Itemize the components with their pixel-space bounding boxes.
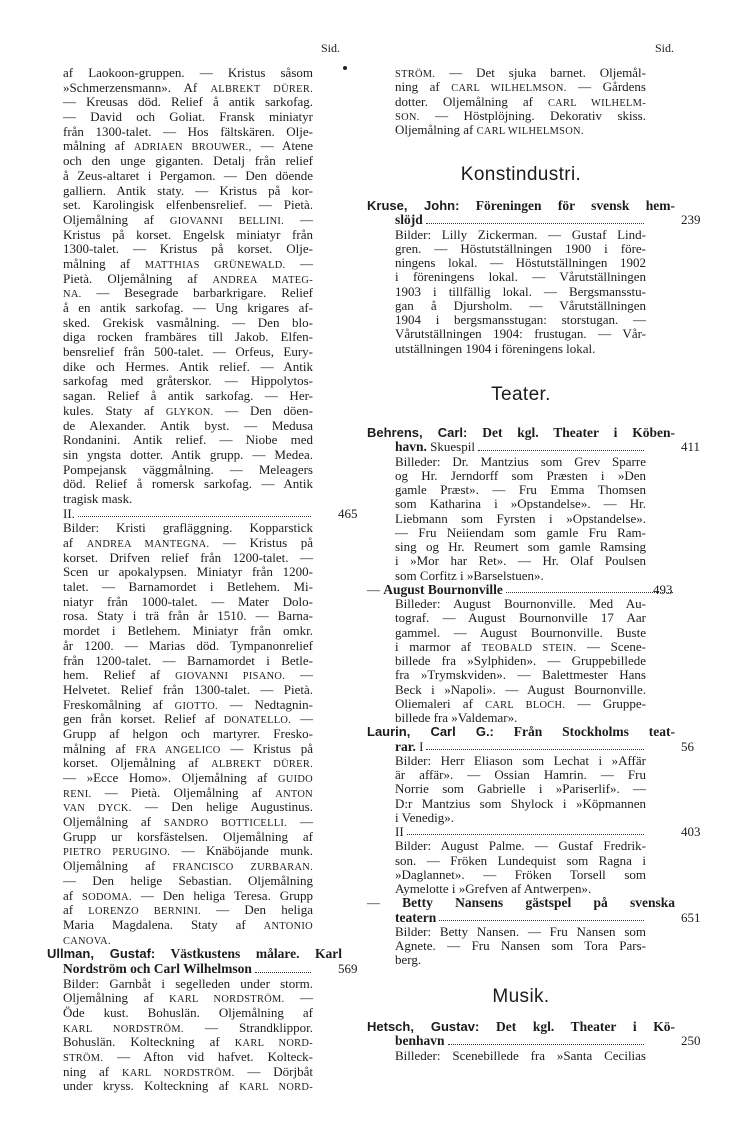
text-line: dike och Hermes. Antik relief. — Antik (63, 358, 313, 374)
author-name: Behrens, Carl: (367, 425, 468, 440)
text-line: Oljemålning af GIOVANNI BELLINI. — (63, 211, 314, 227)
text-line: sagan. Relief å antik sarkofag. — Her- (63, 388, 313, 404)
section-konstindustri (367, 198, 701, 356)
text-line: billede fra »Valdemar». (395, 710, 518, 725)
text-line: död. Relief å romersk sarkofag. — Antik (63, 476, 313, 492)
text-line: af LORENZO BERNINI. — Den heliga (63, 902, 313, 918)
small-caps-name: NA. (63, 289, 82, 301)
text-line: i »Mor har Ret». — Hr. Olaf Poulsen (395, 553, 646, 569)
text-line: D:r Mantzius som Shylock i »Köpmannen (395, 795, 646, 811)
text-line: fra »Trymskviden». — Balettmester Hans (395, 667, 646, 683)
small-caps-name: MATTHIAS GRÜNEWALD. (144, 259, 286, 271)
text-line: Billeder: August Bournonville. Med Au- (395, 596, 646, 611)
text-line: Bilder: Garnbåt i segelleden under storm. (63, 975, 313, 991)
small-caps-name: DONATELLO. (223, 715, 292, 727)
text-line: gammel. — August Bournonville. Buste (395, 624, 646, 640)
dot-leader (506, 583, 673, 593)
text-line: Freskomålning af GIOTTO. — Nedtagnin- (63, 696, 313, 712)
text-line: i Venedig». (395, 809, 454, 825)
right-column-continuation (367, 66, 675, 137)
text-line: i föreningens lokal. — Vårutställningen (395, 269, 646, 285)
text-line: — David och Goliat. Fransk miniatyr (63, 109, 313, 125)
page-number: 493 (653, 581, 673, 597)
text-line: Liebmann som Fyrsten i »Opstandelse». (395, 510, 646, 526)
small-caps-name: STRÖM. (63, 1053, 104, 1065)
text-line: gen från korset. Relief af DONATELLO. — (63, 711, 313, 727)
text-line: Scen ur apokalypsen. Miniatyr från 1200- (63, 564, 313, 580)
article-title: benhavn (395, 1033, 445, 1049)
small-caps-name: SANDRO BOTTICELLI. (163, 818, 288, 830)
text-line: korset. Oljemålning af ALBREKT DÜRER. (63, 755, 313, 771)
text-line: är affär». — Ossian Hamrin. — Fru (395, 767, 646, 782)
left-column (47, 65, 358, 1094)
text-line: Aymelotte i »Grefven af Antwerpen». (395, 881, 592, 896)
entry-page-line (395, 909, 701, 925)
text-line: Rondanini. Antik relief. — Niobe med (63, 432, 313, 448)
article-title: August Bournonville (383, 581, 503, 597)
text-line: STRÖM. — Afton vid hafvet. Kolteck- (63, 1049, 313, 1065)
text-line: Bilder: Herr Eliason som Lechat i »Affär (395, 752, 646, 768)
small-caps-name: KARL NORD- (234, 1038, 313, 1050)
margin-mark (343, 66, 347, 70)
text-line: mordet i Betlehem. Miniatyr från omkr. (63, 623, 313, 639)
text-line: billede fra »Sylphiden». — Gruppebillede (395, 653, 646, 668)
small-caps-name: GIOTTO. (174, 700, 218, 712)
text-line: under kryss. Kolteckning af KARL NORD- (63, 1078, 313, 1094)
text-line: Beck i »Napoli». — August Bournonville. (395, 681, 646, 697)
small-caps-name: STRÖM. (395, 69, 436, 80)
author-name: Kruse, John: (367, 198, 460, 213)
text-line: af ANDREA MANTEGNA. — Kristus på (63, 535, 313, 550)
text-line: målning af MATTHIAS GRÜNEWALD. — (63, 255, 314, 271)
entry-heading-line (367, 725, 675, 739)
page-number: 465 (338, 505, 358, 521)
author-name: Hetsch, Gustav: (367, 1019, 480, 1034)
small-caps-name: LORENZO BERNINI. (88, 906, 202, 918)
text-line: Grupp ur korsfästelsen. Oljemålning af (63, 828, 313, 844)
text-line: utställningen 1904 i föreningens lokal. (395, 340, 596, 356)
small-caps-name: GIOVANNI PISANO. (175, 671, 286, 683)
text-line: Maria Magdalena. Staty af ANTONIO (63, 916, 313, 932)
text-line: som Katharina i »Opstandelse». — Hr. (395, 496, 646, 512)
text-line: berg. (395, 952, 422, 968)
article-title: Västkustens målare. Karl (155, 946, 342, 962)
text-line: Agnete. — Fru Nansen som Tora Pars- (395, 938, 646, 953)
page-number: 411 (681, 439, 701, 455)
text-line: af SODOMA. — Den heliga Teresa. Grupp (63, 887, 313, 903)
text-line: diga rocken frambäres till Jakob. Elfen- (63, 329, 313, 345)
text-line: dotter. Oljemålning af CARL WILHELM- (395, 93, 646, 109)
text-line: Vårutställningen 1904: frustugan. — Vår- (395, 326, 646, 342)
text-line: Oljemålning af CARL WILHELMSON. (395, 122, 584, 137)
text-line: korset. Drifven relief från 1200-talet. — (63, 549, 313, 565)
dot-leader (78, 507, 311, 518)
text-line: 1300-talet. — Kristus på korset. Olje- (63, 241, 313, 257)
text-line: bensrelief från 500-talet. — Orfeus, Eury- (63, 344, 313, 360)
text-line: sarkofag med gråterskor. — Hippolytos- (63, 373, 313, 389)
article-title: Föreningen för svensk hem- (459, 198, 675, 213)
entry-page-line: havn. Skuespil 411 (395, 439, 701, 455)
small-caps-name: VAN DYCK. (63, 803, 132, 815)
small-caps-name: RENI. (63, 788, 92, 800)
text-line (63, 933, 313, 948)
dot-leader (439, 911, 644, 921)
small-caps-name: CARL WILHELM- (547, 97, 646, 109)
entry-page-line (395, 212, 701, 228)
text-line: SON. — Höstplöjning. Dekorativ skiss. (395, 107, 646, 123)
entry-page-line: rar. I 56 (395, 738, 694, 754)
page-number: 569 (338, 960, 358, 976)
text-line: ning af CARL WILHELMSON. — Gårdens (395, 79, 646, 95)
text-line: »Schmerzensmann». Af ALBREKT DÜRER. (63, 79, 313, 95)
text-line: Öde kust. Bohuslän. Oljemålning af (63, 1005, 313, 1020)
text-line: af Laokoon-gruppen. — Kristus såsom (63, 65, 313, 80)
small-caps-name: GUIDO (277, 774, 313, 785)
text-line: — Fru Neiiendam som gamle Fru Ram- (395, 524, 646, 540)
article-title: slöjd (395, 212, 423, 228)
text-line: og Hr. Jerndorff som Præsten i »Den (395, 467, 646, 483)
article-title: Det kgl. Theater i Köben- (467, 425, 675, 440)
small-caps-name: FRA ANGELICO (135, 744, 221, 756)
article-title: Från Stockholms teat- (493, 724, 675, 740)
small-caps-name: SODOMA. (82, 891, 132, 903)
small-caps-name: ALBREKT DÜRER. (210, 83, 313, 95)
small-caps-name: ANDREA MANTEGNA. (86, 539, 210, 550)
article-title: teatern (395, 909, 437, 925)
text-line: Billeder: Dr. Mantzius som Grev Sparre (395, 453, 646, 469)
text-line: i marmor af TEOBALD STEIN. — Scene- (395, 638, 646, 654)
small-caps-name: CARL WILHELMSON. (451, 83, 567, 95)
section-teater (367, 425, 701, 968)
text-line: — »Ecce Homo». Oljemålning af GUIDO (63, 770, 313, 785)
text-line: Bilder: Lilly Zickerman. — Gustaf Lind- (395, 226, 646, 242)
dot-leader (426, 213, 644, 223)
entry-page-line (63, 960, 358, 977)
text-line: galliern. Antik staty. — Kristus på kor- (63, 182, 313, 198)
text-line: Bohuslän. Kolteckning af KARL NORD- (63, 1034, 313, 1050)
text-line: PIETRO PERUGINO. — Knäböjande munk. (63, 843, 314, 859)
dot-leader (478, 440, 644, 450)
text-line: Oljemålning af FRANCISCO ZURBARAN. (63, 858, 313, 874)
small-caps-name: GIOVANNI BELLINI. (169, 215, 285, 227)
text-line: Kristus på korset. Engelsk miniatyr från (63, 226, 313, 242)
small-caps-name: KARL NORD- (239, 1082, 313, 1094)
small-caps-name: PIETRO PERUGINO. (63, 847, 171, 859)
small-caps-name: ANTONIO (263, 920, 313, 932)
text-line: målning af FRA ANGELICO — Kristus på (63, 740, 313, 756)
entry-page-line: II 403 (395, 824, 701, 839)
text-line: Billeder: Scenebillede fra »Santa Cecilias (395, 1047, 646, 1063)
text-line: de Alexander. Antik byst. — Medusa (63, 417, 313, 433)
page-column-label-left: Sid. (321, 41, 341, 55)
entry-heading-line (367, 426, 675, 440)
page-column-label-right: Sid. (655, 41, 675, 55)
text-line: RENI. — Pietà. Oljemålning af ANTON (63, 784, 313, 800)
dot-leader (407, 825, 644, 835)
page-number: 651 (681, 909, 701, 925)
text-line: å en antik sarkofag. — Ung krigares af- (63, 300, 313, 315)
text-line: 1903 i tillfällig lokal. — Bergsmansstu- (395, 283, 646, 299)
entry-page-line: II. 465 (63, 505, 358, 521)
article-title: rar. (395, 738, 416, 754)
text-line: från 1200-talet. — Barnamordet i Betle- (63, 652, 313, 668)
article-title: Det kgl. Theater i Kö- (479, 1019, 675, 1034)
text-line: NA. — Besegrade barbarkrigare. Relief (63, 285, 313, 301)
small-caps-name: CARL BLOCH. (485, 699, 566, 711)
dot-leader (448, 1034, 644, 1044)
small-caps-name: ANDREA MATEG- (212, 274, 313, 286)
text-line: »Daglannet». — Fröken Torsell som (395, 866, 646, 882)
small-caps-name: KARL NORDSTRÖM. (169, 994, 285, 1006)
text-line: tograf. — August Bournonville 17 Aar (395, 610, 646, 626)
small-caps-name: ANTON (275, 788, 313, 800)
text-line: ning af KARL NORDSTRÖM. — Dörjbåt (63, 1063, 313, 1079)
text-line: son. — Fröken Lundequist som Ragna i (395, 852, 646, 868)
text-line: 1904 i bergsmansstugan: storstugan. — (395, 312, 646, 327)
text-line: ningens lokal. — Höstutställningen 1902 (395, 255, 646, 270)
small-caps-name: KARL NORDSTRÖM. (121, 1067, 235, 1079)
section-musik (367, 1019, 701, 1063)
page-number: 403 (681, 824, 701, 839)
entry-heading-line (47, 947, 342, 962)
text-line: Bilder: Kristi grafläggning. Kopparstick (63, 520, 313, 536)
section-heading-konstindustri: Konstindustri. (460, 164, 582, 185)
text-line: år 1200. — Marias död. Tympanonrelief (63, 637, 313, 653)
page-number: 239 (681, 212, 701, 228)
entry-heading-line: — Betty Nansens gästspel på svenska (367, 895, 676, 911)
article-title: Betty Nansens gästspel på svenska (402, 895, 676, 911)
text-line: talet. — Barnamordet i Betlehem. Mi- (63, 579, 313, 595)
text-line: gren. — Höstutställningen 1900 i före- (395, 240, 646, 256)
small-caps-name: KARL NORDSTRÖM. (63, 1023, 184, 1035)
entry-heading-line: — August Bournonville 493 (367, 581, 673, 597)
entry-heading-line (367, 1020, 675, 1034)
text-line: sin yngsta dotter. Antik grupp. — Medea. (63, 446, 313, 462)
text-line: Grupp af helgon och martyrer. Fresko- (63, 725, 313, 741)
text-line: gamle Præst». — Fru Emma Thomsen (395, 482, 646, 497)
small-caps-name: FRANCISCO ZURBARAN. (172, 862, 313, 874)
small-caps-name: SON. (395, 111, 420, 123)
text-line: Bilder: Betty Nansen. — Fru Nansen som (395, 923, 646, 939)
text-line: Bilder: August Palme. — Gustaf Fredrik- (395, 838, 646, 854)
text-line: och den unge giganten. Detalj från relief (63, 153, 313, 169)
entry-heading-line (367, 199, 675, 213)
page-number: 250 (681, 1033, 701, 1049)
text-line: å Zeus-altaret i Pergamon. — Den döende (63, 167, 313, 183)
text-line: VAN DYCK. — Den helige Augustinus. (63, 799, 313, 815)
text-line: rosa. Staty i trä från år 1510. — Barna- (63, 608, 313, 624)
text-line: Norrie som Gabrielle i »Pariserlif». — (395, 781, 646, 797)
text-line: hem. Relief af GIOVANNI PISANO. — (63, 667, 313, 683)
small-caps-name: CANOVA. (63, 935, 111, 947)
page-number: 56 (681, 738, 694, 754)
dot-leader (255, 962, 311, 973)
text-line: sing og Hr. Reumert som gamle Ramsing (395, 539, 646, 554)
author-name: Ullman, Gustaf: (47, 946, 156, 962)
text-line: kules. Staty af GLYKON. — Den döen- (63, 402, 313, 418)
small-caps-name: ADRIAEN BROUWER., (133, 142, 252, 154)
text-line: Pompejansk väggmålning. — Meleagers (63, 461, 313, 477)
text-line: — Kreusas död. Relief å antik sarkofag. (63, 94, 313, 110)
text-line: Oliemaleri af CARL BLOCH. — Gruppe- (395, 695, 647, 711)
text-line: — Den helige Sebastian. Oljemålning (63, 872, 313, 888)
text-line: som Corfitz i »Barselstuen». (395, 567, 544, 583)
section-heading-musik: Musik. (492, 986, 550, 1007)
section-heading-teater: Teater. (491, 384, 551, 405)
text-line: Oljemålning af SANDRO BOTTICELLI. — (63, 814, 314, 830)
small-caps-name: GLYKON. (165, 406, 214, 418)
text-line: STRÖM. — Det sjuka barnet. Oljemål- (395, 65, 646, 80)
text-line: niatyr från 1000-talet. — Mater Dolo- (63, 593, 313, 609)
small-caps-name: TEOBALD STEIN. (481, 642, 577, 654)
dot-leader (426, 740, 644, 750)
text-line: från 1300-talet. — Hos fältskären. Olje- (63, 123, 313, 139)
entry-page-line (395, 1033, 701, 1049)
text-line: gan å Djursholm. — Vårutställningen (395, 297, 646, 313)
small-caps-name: CARL WILHELMSON. (476, 126, 584, 137)
text-line: tragisk mask. (63, 490, 133, 506)
text-line: Helvetet. Relief från 1300-talet. — Pietà. (63, 681, 313, 697)
author-name: Laurin, Carl G.: (367, 724, 494, 740)
text-line: målning af ADRIAEN BROUWER., — Atene (63, 138, 313, 154)
article-title: havn. (395, 439, 427, 455)
text-line: Pietà. Oljemålning af ANDREA MATEG- (63, 270, 313, 286)
text-line: sked. Grekisk vasmålning. — Den blo- (63, 314, 313, 330)
article-title: Nordström och Carl Wilhelmson (63, 960, 252, 976)
small-caps-name: ALBREKT DÜRER. (211, 759, 313, 771)
text-line: set. Karolingisk elfenbensrelief. — Pietà. (63, 197, 313, 213)
text-line: Oljemålning af KARL NORDSTRÖM. — (63, 990, 314, 1006)
text-line: KARL NORDSTRÖM. — Strandklippor. (63, 1019, 314, 1035)
